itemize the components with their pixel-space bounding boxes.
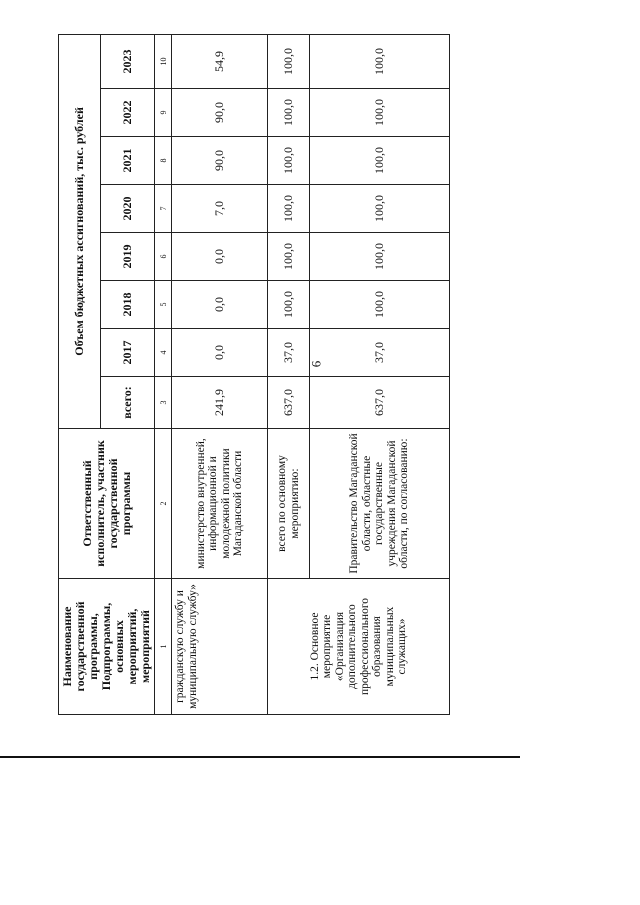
row-value: 0,0: [172, 329, 268, 377]
header-responsible: Ответственный исполнитель, участник государственной программы: [59, 429, 155, 579]
row-responsible: Правительство Магаданской области, областные государственные учреждения Магаданской области, по согласованию:: [310, 429, 450, 579]
header-year: 2021: [100, 137, 154, 185]
row-value: 90,0: [172, 89, 268, 137]
column-number: 7: [155, 185, 172, 233]
row-value: 37,0: [268, 329, 310, 377]
row-value: 100,0: [268, 185, 310, 233]
row-value: 0,0: [172, 233, 268, 281]
row-value: 0,0: [172, 281, 268, 329]
budget-table: [58, 34, 450, 715]
column-number: 1: [155, 579, 172, 715]
row-value: 37,0: [310, 329, 450, 377]
row-value: 100,0: [310, 281, 450, 329]
row-name: 1.2. Основное мероприятие «Организация дополнительного профессионального образования муниципальных служащих»: [268, 579, 450, 715]
row-responsible: министерство внутренней, информационной и молодежной политики Магаданской области: [172, 429, 268, 579]
row-value: 100,0: [310, 185, 450, 233]
header-year: 2017: [100, 329, 154, 377]
column-number: 4: [155, 329, 172, 377]
header-name: Наименование государственной программы, Подпрограммы, основных мероприятий, мероприятий: [59, 579, 155, 715]
column-number: 5: [155, 281, 172, 329]
row-value: 637,0: [310, 377, 450, 429]
row-value: 100,0: [268, 137, 310, 185]
row-value: 241,9: [172, 377, 268, 429]
header-year: 2023: [100, 34, 154, 88]
row-value: 54,9: [172, 34, 268, 88]
header-year: всего:: [100, 377, 154, 429]
row-value: 100,0: [268, 34, 310, 88]
table-row: [268, 34, 310, 714]
column-number: 9: [155, 89, 172, 137]
column-number: 3: [155, 377, 172, 429]
row-value: 100,0: [268, 281, 310, 329]
row-responsible: всего по основному мероприятию:: [268, 429, 310, 579]
header-year: 2020: [100, 185, 154, 233]
header-year: 2022: [100, 89, 154, 137]
row-value: 7,0: [172, 185, 268, 233]
column-number: 2: [155, 429, 172, 579]
row-value: 637,0: [268, 377, 310, 429]
table-row: [172, 34, 268, 714]
row-value: 100,0: [268, 233, 310, 281]
header-year: 2018: [100, 281, 154, 329]
row-value: 100,0: [310, 34, 450, 88]
row-value: 90,0: [172, 137, 268, 185]
column-number: 10: [155, 34, 172, 88]
column-number: 6: [155, 233, 172, 281]
row-value: 100,0: [268, 89, 310, 137]
header-year: 2019: [100, 233, 154, 281]
page-number: 6: [308, 360, 324, 368]
header-funding: Объем бюджетных ассигнований, тыс. рублей: [59, 34, 101, 428]
page-divider-line: [0, 756, 520, 758]
row-name: гражданскую службу и муниципальную службу»: [172, 579, 268, 715]
row-value: 100,0: [310, 233, 450, 281]
row-value: 100,0: [310, 89, 450, 137]
column-number: 8: [155, 137, 172, 185]
row-value: 100,0: [310, 137, 450, 185]
budget-table-area: [58, 35, 446, 715]
